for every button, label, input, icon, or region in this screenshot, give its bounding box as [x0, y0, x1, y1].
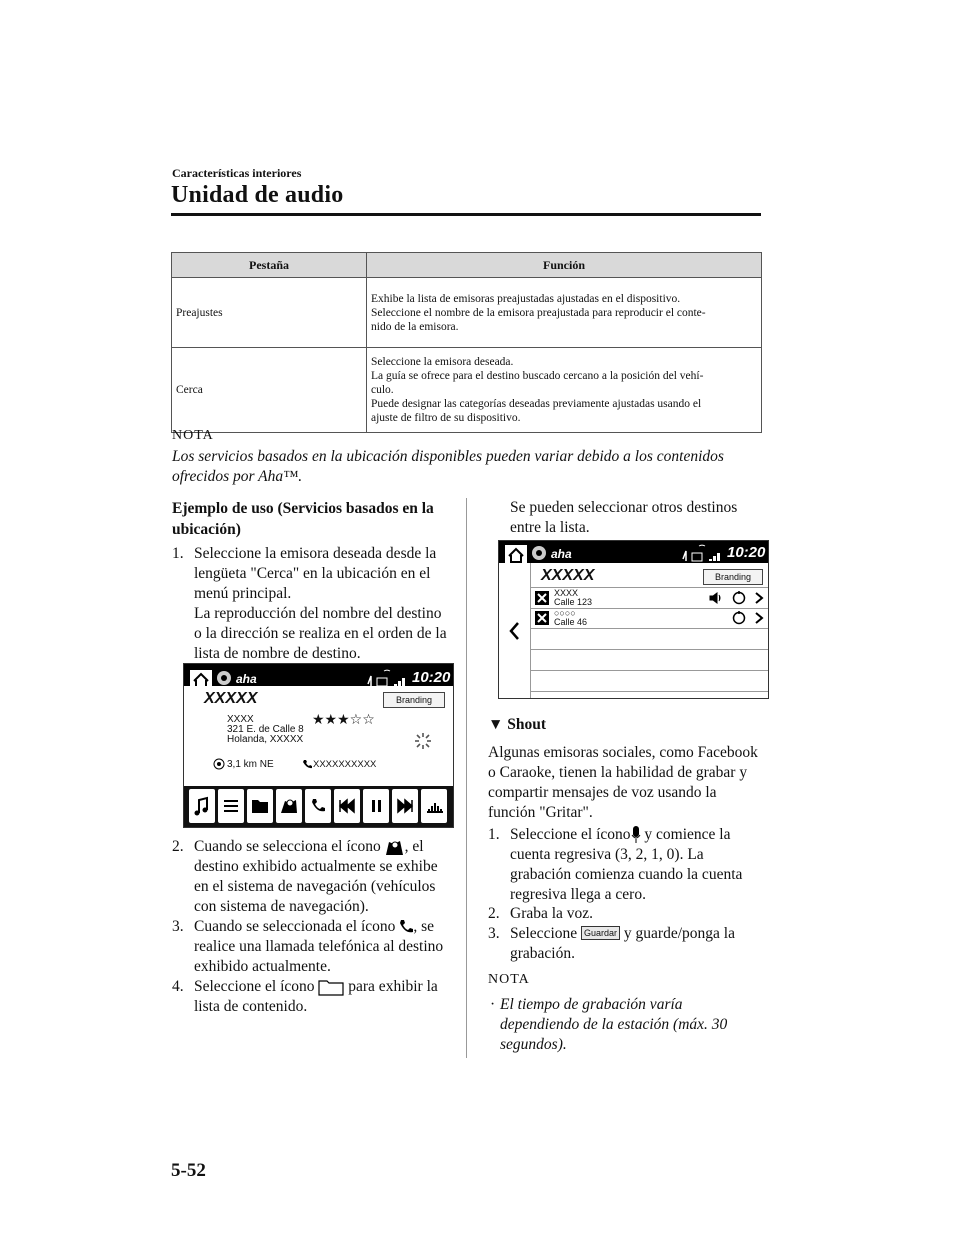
timer-icon[interactable]: [732, 591, 746, 605]
note-title-2: NOTA: [488, 972, 530, 987]
table-cell-tab: Preajustes: [172, 278, 367, 348]
shout-step-3: [488, 924, 760, 964]
table-header-tab: Pestaña: [172, 253, 367, 278]
equalizer-icon: [421, 789, 447, 823]
back-panel[interactable]: [499, 563, 531, 698]
step-number: 3.: [172, 918, 184, 935]
home-icon[interactable]: [505, 545, 527, 565]
bullet-dot-icon: ·: [490, 996, 496, 1013]
step-text: [510, 825, 760, 905]
note-text: Los servicios basados en la ubicación disponibles pueden variar debido a los contenidos ofrecidos por Aha™.: [172, 448, 724, 485]
page-title: Unidad de audio: [171, 182, 344, 208]
next-button[interactable]: [392, 789, 418, 823]
control-bar: [184, 786, 453, 827]
phone-number: XXXXXXXXXX: [313, 759, 377, 770]
skip-back-icon: [334, 789, 360, 823]
step-text-post: y comience la cuenta regresiva (3, 2, 1, 0). La grabación comienza cuando la cuenta regresiva llega a cero.: [510, 826, 743, 903]
branding-badge: Branding: [703, 569, 763, 585]
table-line: Exhibe la lista de emisoras preajustadas ajustadas en el dispositivo.: [371, 292, 681, 305]
table-line: culo.: [371, 384, 394, 396]
shout-heading: [488, 714, 546, 735]
table-line: Seleccione el nombre de la emisora preajustada para reproducir el conte-: [371, 306, 706, 319]
shout-description: Algunas emisoras sociales, como Facebook o Caraoke, tienen la habilidad de grabar y compartir mensajes de voz usando la función "Gritar".: [488, 744, 758, 821]
station-name: XXXXX: [204, 690, 258, 707]
rating-stars[interactable]: ★★★☆☆: [312, 711, 375, 727]
pause-button[interactable]: [363, 789, 389, 823]
shout-heading-text: Shout: [507, 716, 546, 733]
folder-icon: [318, 978, 344, 996]
destination-address: 321 E. de Calle 8: [227, 724, 304, 735]
function-table: [171, 252, 762, 433]
step-number: 3.: [488, 925, 500, 942]
list-item[interactable]: [530, 608, 768, 629]
step-text: [194, 977, 450, 1017]
previous-button[interactable]: [334, 789, 360, 823]
map-pin-icon: [385, 838, 405, 856]
table-cell-tab: Cerca: [172, 348, 367, 433]
table-header-row: [172, 253, 762, 278]
note-bullet-text: El tiempo de grabación varía dependiendo de la estación (máx. 30 segundos).: [500, 996, 728, 1053]
step-text-2: La reproducción del nombre del destino o la dirección se realiza en el orden de la lista de nombre de destino.: [194, 605, 447, 662]
step-number: 2.: [488, 905, 500, 922]
distance-text: 3,1 km NE: [227, 759, 274, 770]
aha-logo-icon: [216, 670, 232, 686]
step-text: [194, 837, 450, 917]
list-item-subtitle: Calle 46: [554, 617, 588, 627]
table-cell-function: [367, 348, 762, 433]
skip-forward-icon: [392, 789, 418, 823]
microphone-icon: [631, 826, 641, 844]
step-text-pre: Seleccione el ícono: [194, 978, 315, 995]
dislike-icon[interactable]: [535, 591, 549, 605]
guardar-button[interactable]: Guardar: [581, 926, 620, 940]
list-item-text: [554, 589, 592, 607]
list-item[interactable]: [530, 587, 768, 609]
step-1: [172, 544, 450, 664]
example-heading: Ejemplo de uso (Servicios basados en la ubicación): [172, 500, 434, 538]
app-name: aha: [551, 547, 572, 561]
destination-name: XXXX: [227, 714, 254, 725]
table-cell-function: [367, 278, 762, 348]
call-button[interactable]: [305, 789, 331, 823]
column-divider: [466, 498, 467, 1058]
station-name: XXXXX: [541, 567, 595, 584]
step-text-post: , el destino exhibido actualmente se exhibe en el sistema de navegación (vehículos con sistema de navegación).: [194, 838, 438, 915]
status-icons: [679, 543, 723, 565]
list-icon: [218, 789, 244, 823]
list-item-title: ○○○○: [554, 608, 576, 618]
list-button[interactable]: [218, 789, 244, 823]
page-number: 5-52: [171, 1160, 206, 1181]
table-row: [172, 278, 762, 348]
step-text: Graba la voz.: [510, 905, 594, 922]
step-text-pre: Cuando se selecciona el ícono: [194, 838, 381, 855]
destination-info: [227, 715, 304, 745]
screen-content: [499, 563, 768, 698]
step-text-post: para exhibir la lista de contenido.: [194, 978, 438, 1015]
list-intro: Se pueden seleccionar otros destinos entre la lista.: [510, 499, 738, 536]
step-3: [172, 917, 450, 977]
note-bullet: [490, 995, 758, 1055]
list-item-empty: [530, 650, 768, 671]
step-text: [194, 917, 450, 977]
step-number: 2.: [172, 838, 184, 855]
step-number: 1.: [172, 545, 184, 562]
timer-icon[interactable]: [732, 611, 746, 625]
app-name: aha: [236, 672, 257, 686]
step-number: 4.: [172, 978, 184, 995]
list-item-subtitle: Calle 123: [554, 597, 593, 607]
table-row: [172, 348, 762, 433]
list-item-empty: [530, 629, 768, 650]
step-text: [510, 924, 760, 964]
phone-icon: [399, 919, 413, 935]
map-pin-icon: [276, 789, 302, 823]
table-line: La guía se ofrece para el destino buscado cercano a la posición del vehí-: [371, 370, 704, 382]
shout-step-1: [488, 825, 760, 905]
step-text-post: , se realice una llamada telefónica al destino exhibido actualmente.: [194, 918, 444, 975]
clock: 10:20: [412, 669, 451, 686]
table-line: Seleccione la emisora deseada.: [371, 356, 514, 368]
back-arrow-icon: [508, 621, 520, 641]
note-title: NOTA: [172, 428, 214, 443]
folder-button[interactable]: [247, 789, 273, 823]
phone-icon: [305, 789, 331, 823]
step-text-pre: Seleccione el ícono: [510, 826, 631, 843]
section-label: Características interiores: [172, 166, 302, 180]
destination-city: Holanda, XXXXX: [227, 734, 304, 745]
location-pin-icon: [213, 758, 225, 770]
phone-icon[interactable]: [302, 759, 312, 769]
list-item-title: XXXX: [554, 588, 579, 598]
music-button[interactable]: [189, 789, 215, 823]
pause-icon: [363, 789, 389, 823]
navigation-button[interactable]: [276, 789, 302, 823]
step-text: Seleccione la emisora deseada desde la lengüeta "Cerca" en la ubicación en el menú principal.: [194, 545, 437, 602]
step-number: 1.: [488, 826, 500, 843]
aha-logo-icon: [531, 545, 547, 561]
list-item-empty: [530, 671, 768, 692]
aha-screen-list: [498, 540, 769, 699]
step-text-pre: Seleccione: [510, 925, 578, 942]
aha-screen-destination: [183, 663, 454, 828]
loading-spinner-icon: [414, 732, 432, 750]
table-line: ajuste de filtro de su dispositivo.: [371, 412, 521, 424]
dislike-icon[interactable]: [535, 611, 549, 625]
shout-step-2: [488, 904, 760, 924]
step-text-pre: Cuando se seleccionada el ícono: [194, 918, 396, 935]
equalizer-button[interactable]: [421, 789, 447, 823]
speaker-icon: [708, 591, 722, 605]
chevron-right-icon[interactable]: [754, 611, 764, 625]
screen-content: [184, 686, 453, 786]
step-2: [172, 837, 450, 917]
step-4: [172, 977, 450, 1017]
step-text-post: y guarde/ponga la grabación.: [510, 925, 735, 962]
table-line: Puede designar las categorías deseadas previamente ajustadas usando el: [371, 398, 702, 410]
list-item-text: [554, 609, 587, 627]
table-header-function: Función: [367, 253, 762, 278]
clock: 10:20: [727, 544, 766, 561]
table-line: nido de la emisora.: [371, 320, 459, 333]
branding-badge: Branding: [383, 692, 445, 708]
chevron-right-icon[interactable]: [754, 591, 764, 605]
music-note-icon: [189, 789, 215, 823]
triangle-bullet-icon: ▼: [488, 716, 508, 733]
folder-icon: [247, 789, 273, 823]
title-rule: [171, 213, 761, 216]
